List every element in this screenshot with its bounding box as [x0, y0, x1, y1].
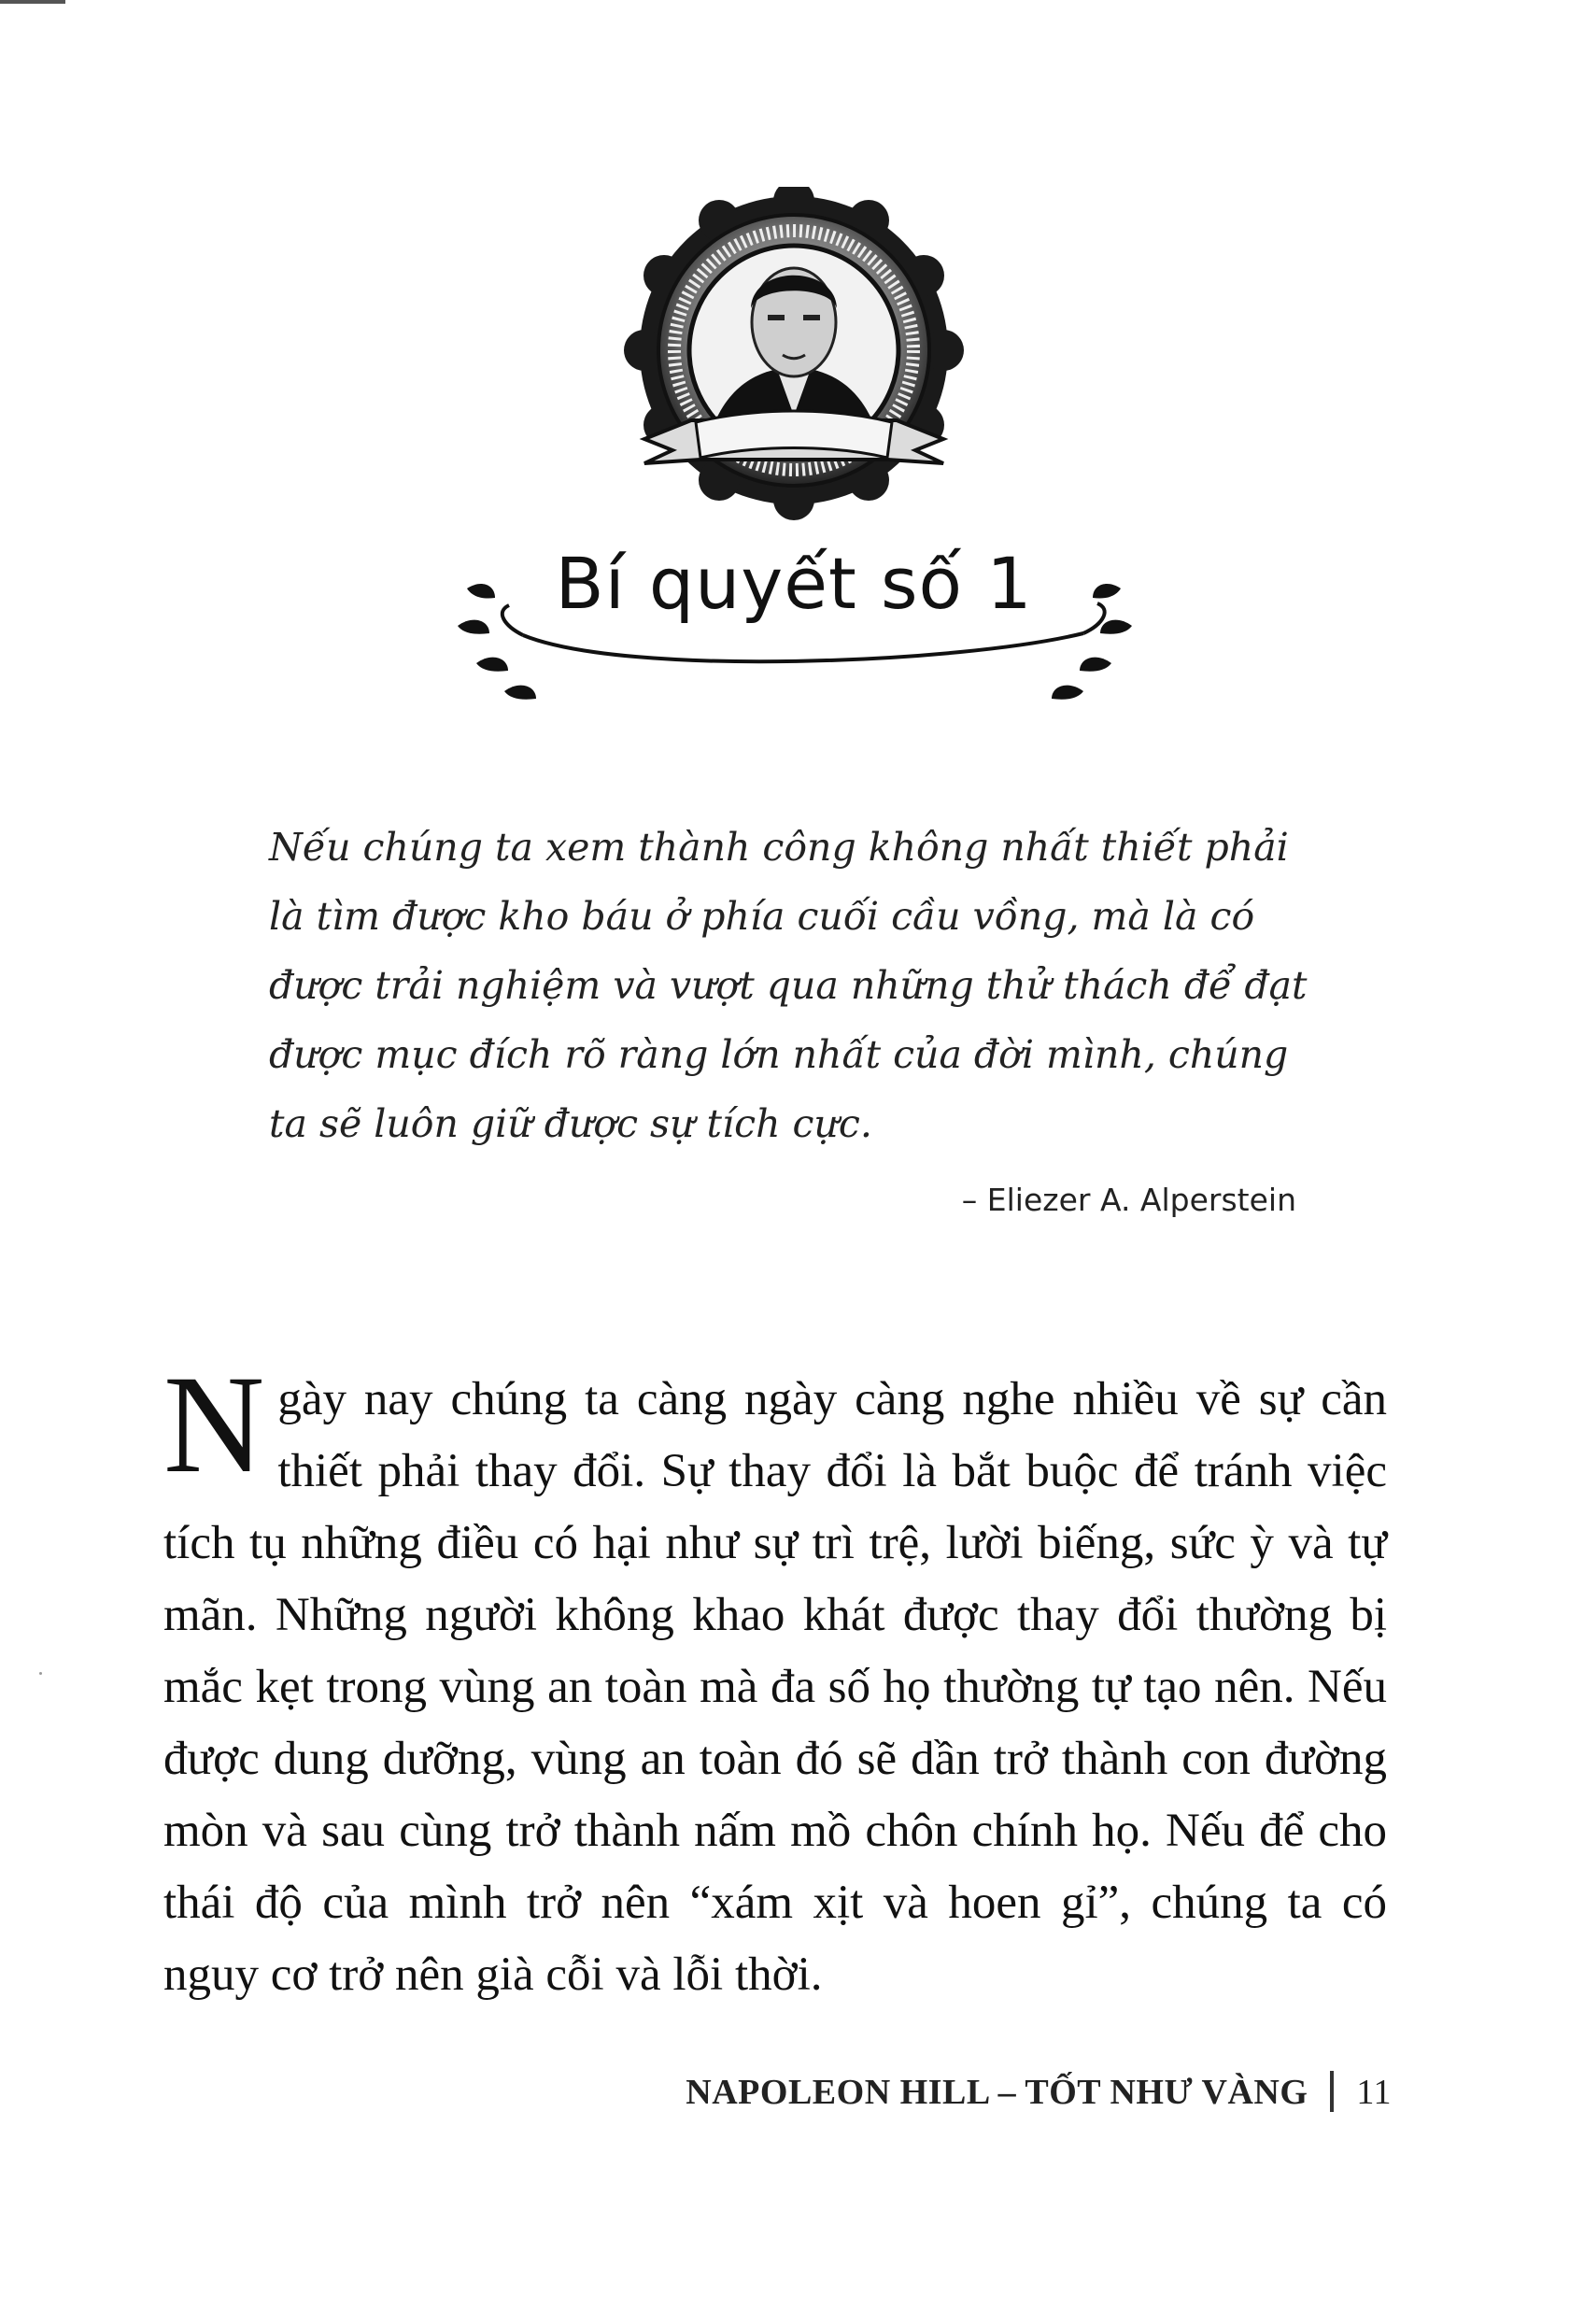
body-paragraph [163, 1347, 1387, 2011]
chapter-title: Bí quyết số 1 [555, 542, 1033, 625]
footer-separator [1330, 2071, 1334, 2112]
epigraph-quote: Nếu chúng ta xem thành công không nhất thiết phải là tìm được kho báu ở phía cuối cầu vồng, mà là có được trải nghiệm và vượt qua những thử thách để đạt được mục đích rõ ràng lớn nhất của đời mình, chúng ta sẽ luôn giữ được sự tích cực. [269, 825, 1308, 1146]
footer-book-title: NAPOLEON HILL – TỐT NHƯ VÀNG [686, 2073, 1308, 2112]
running-footer [560, 2072, 1392, 2116]
drop-cap: N [163, 1347, 265, 1502]
epigraph-author: – Eliezer A. Alperstein [961, 1182, 1296, 1218]
portrait-emblem [607, 187, 981, 542]
portrait-emblem-graphic [607, 187, 981, 542]
scan-edge-mark [0, 0, 65, 4]
scan-speck [39, 1672, 42, 1675]
page-number: 11 [1356, 2073, 1392, 2112]
body-paragraph-text: gày nay chúng ta càng ngày càng nghe nhiều về sự cần thiết phải thay đổi. Sự thay đổi là bắt buộc để tránh việc tích tụ những điều có hại như sự trì trệ, lười biếng, sức ỳ và tự mãn. Những người không khao khát được thay đổi thường bị mắc kẹt trong vùng an toàn mà đa số họ thường tự tạo nên. Nếu được dung dưỡng, vùng an toàn đó sẽ dần trở thành con đường mòn và sau cùng trở thành nấm mồ chôn chính họ. Nếu để cho thái độ của mình trở nên “xám xịt và hoen gỉ”, chúng ta có nguy cơ trở nên già cỗi và lỗi thời. [163, 1373, 1387, 2001]
chapter-heading [439, 523, 1149, 710]
